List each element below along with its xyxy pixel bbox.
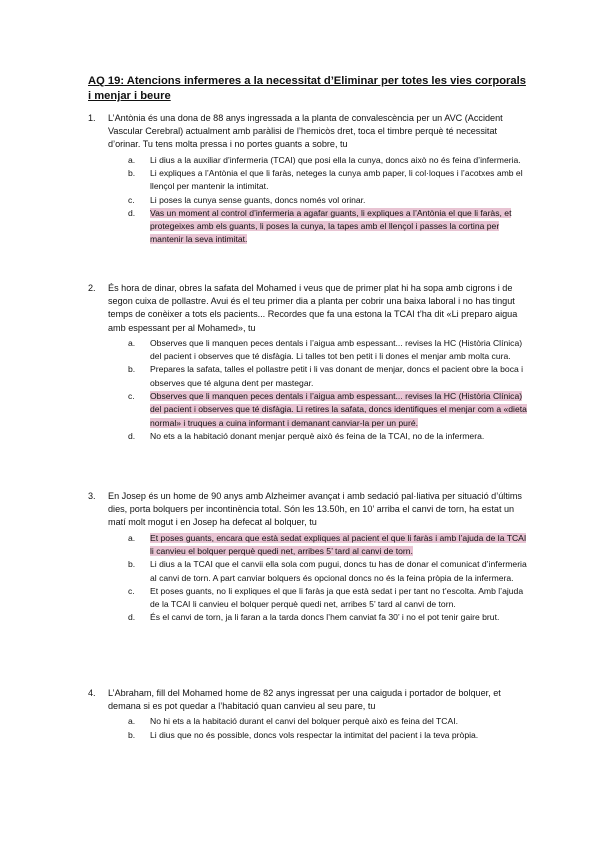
option-a bbox=[128, 337, 528, 364]
option-letter: a. bbox=[128, 337, 136, 348]
option-letter: a. bbox=[128, 154, 136, 165]
option-letter: b. bbox=[128, 364, 136, 375]
option-a bbox=[128, 154, 528, 167]
option-text: Prepares la safata, talles el pollastre petit i li vas donant de menjar, doncs el pacient obre la boca i observes que té alguna dent per mastegar. bbox=[150, 364, 524, 388]
option-letter: a. bbox=[128, 532, 136, 543]
option-letter: c. bbox=[128, 391, 135, 401]
question-2 bbox=[88, 282, 528, 443]
question-number: 1. bbox=[88, 113, 96, 123]
option-a bbox=[128, 715, 528, 728]
option-text: No hi ets a la habitació durant el canvi del bolquer perquè això es feina del TCAI. bbox=[150, 716, 458, 727]
question-stem: L’Antònia és una dona de 88 anys ingressada a la planta de convalescència per un AVC (Accident Vascular Cerebral) actualment amb paràlisi de l’hemicòs dret, toca el timbre perquè té necessitat d’orinar. Tu tens molta pressa i no portes guants a sobre, tu bbox=[108, 113, 503, 150]
option-b bbox=[128, 729, 528, 742]
question-number: 2. bbox=[88, 283, 96, 293]
options-list bbox=[88, 337, 528, 443]
question-stem: En Josep és un home de 90 anys amb Alzheimer avançat i amb sedació pal·liativa per situació d’últims dies, porta bolquers per incontinència total. Són les 13.50h, en 10’ arriba el canvi de torn, ha estat un matí molt mogut i en Josep ha defecat al bolquer, tu bbox=[108, 491, 522, 528]
options-list bbox=[88, 715, 528, 742]
option-letter: b. bbox=[128, 559, 136, 570]
option-text-highlighted: Observes que li manquen peces dentals i l’aigua amb espessant... revises la HC (Història Clínica) del pacient i observes que té disfàgia. Li retires la safata, doncs identifiques el menjar com a «dieta normal» i truques a cuina informant i demanant canviar-la per un puré. bbox=[150, 391, 527, 428]
option-d bbox=[128, 207, 528, 247]
option-c bbox=[128, 585, 528, 612]
option-text: Et poses guants, no li expliques el que li faràs ja que està sedat i per tant no t’escolta. Amb l’ajuda de la TCAI li canvieu el bolquer perquè quedi net, arribes 5’ tard al canvi de torn. bbox=[150, 585, 524, 610]
option-a bbox=[128, 532, 528, 559]
option-b bbox=[128, 363, 528, 390]
option-letter: b. bbox=[128, 729, 136, 740]
option-c bbox=[128, 194, 528, 207]
option-letter: d. bbox=[128, 207, 136, 218]
question-number: 4. bbox=[88, 688, 96, 698]
option-text: És el canvi de torn, ja li faran a la tarda doncs l’hem canviat fa 30’ i no el pot tenir gaire brut. bbox=[150, 612, 500, 623]
option-text: Observes que li manquen peces dentals i l’aigua amb espessant... revises la HC (Història Clínica) del pacient i observes que té disfàgia. Li talles tot ben petit i li dones el menjar amb molta cura. bbox=[150, 337, 523, 362]
option-text: No ets a la habitació donant menjar perquè això és feina de la TCAI, no de la infermera. bbox=[150, 430, 485, 441]
question-stem: És hora de dinar, obres la safata del Mohamed i veus que de primer plat hi ha sopa amb cigrons i de segon cuixa de pollastre. Avui és el teu primer dia a planta per cobrir una baixa laboral i no has tingut temps de conèixer a tots els pacients... Recordes que fa una estona la TCAI t’ha dit «Li preparo aigua amb espessant per al Mohamed», tu bbox=[108, 283, 518, 333]
question-stem: L’Abraham, fill del Mohamed home de 82 anys ingressat per una caiguda i portador de bolquer, et demana si es pot quedar a l’habitació quan canvieu al seu pare, tu bbox=[108, 688, 501, 712]
option-text: Li dius que no és possible, doncs vols respectar la intimitat del pacient i la teva pròpia. bbox=[150, 729, 479, 740]
question-3 bbox=[88, 490, 528, 625]
option-letter: c. bbox=[128, 194, 135, 205]
options-list bbox=[88, 532, 528, 625]
option-text-highlighted: Vas un moment al control d’infermeria a agafar guants, li expliques a l’Antònia el que li faràs, et protegeixes amb els guants, li poses la cunya, la tapes amb el llençol i passes la cortina per mantenir la seva intimitat. bbox=[150, 207, 512, 245]
option-text: Li dius a la auxiliar d’infermeria (TCAI) que posi ella la cunya, doncs això no és feina d’infermeria. bbox=[150, 154, 521, 165]
option-text-highlighted: Et poses guants, encara que està sedat expliques al pacient el que li faràs i amb l’ajuda de la TCAI li canvieu el bolquer perquè quedi net, arribes 5’ tard al canvi de torn. bbox=[150, 532, 527, 556]
option-text: Li expliques a l’Antònia el que li faràs, neteges la cunya amb paper, li col·loques i l’acotxes amb el llençol per mantenir la intimitat. bbox=[150, 167, 523, 192]
option-letter: b. bbox=[128, 167, 136, 178]
question-1 bbox=[88, 112, 528, 247]
option-b bbox=[128, 558, 528, 585]
options-list bbox=[88, 154, 528, 247]
option-letter: d. bbox=[128, 612, 136, 623]
question-4 bbox=[88, 687, 528, 742]
question-number: 3. bbox=[88, 491, 96, 501]
document-title: AQ 19: Atencions infermeres a la necessitat d’Eliminar per totes les vies corporals i menjar i beure bbox=[88, 75, 526, 102]
option-letter: a. bbox=[128, 716, 136, 727]
option-text: Li poses la cunya sense guants, doncs només vol orinar. bbox=[150, 194, 366, 205]
option-letter: d. bbox=[128, 430, 136, 441]
option-c bbox=[128, 390, 528, 430]
option-letter: c. bbox=[128, 585, 135, 596]
option-text: Li dius a la TCAI que el canvii ella sola com pugui, doncs tu has de donar el comunicat d’infermeria al canvi de torn. A part canviar bolquers és opcional doncs no és la feina pròpia de la infermera. bbox=[150, 559, 527, 583]
option-d bbox=[128, 430, 528, 443]
option-b bbox=[128, 167, 528, 194]
option-d bbox=[128, 611, 528, 624]
